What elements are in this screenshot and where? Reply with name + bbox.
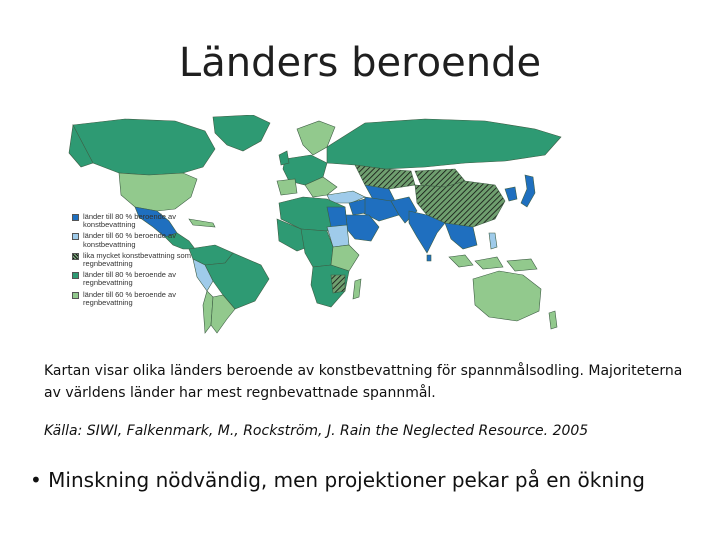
madagascar: [353, 279, 361, 299]
new-zealand: [549, 311, 557, 329]
legend-item: [72, 271, 210, 287]
legend-label: länder till 80 % beroende av regnbevattning: [83, 270, 176, 288]
legend-label: länder till 80 % beroende av konstbevattning: [83, 212, 176, 230]
legend-swatch: [72, 233, 79, 240]
canada: [73, 119, 215, 175]
australia: [473, 271, 541, 321]
source-citation: Källa: SIWI, Falkenmark, M., Rockström, J. Rain the Neglected Resource. 2005: [44, 423, 589, 439]
russia: [327, 119, 561, 169]
legend-item: [72, 232, 210, 248]
legend-swatch: [72, 253, 79, 260]
legend-label: länder till 60 % beroende av regnbevattning: [83, 289, 176, 307]
new-guinea: [507, 259, 537, 271]
zimbabwe-mozambique: [331, 275, 345, 293]
korea: [505, 187, 517, 201]
japan: [521, 175, 535, 207]
uk: [279, 151, 289, 165]
legend-item: [72, 252, 210, 268]
legend-label: länder till 60 % beroende av konstbevattning: [83, 231, 176, 249]
arabia: [345, 215, 379, 241]
iberia: [277, 179, 297, 195]
usa: [119, 173, 197, 211]
bullet-point: • Minskning nödvändig, men projektioner pekar på en ökning: [30, 468, 645, 492]
legend-swatch: [72, 292, 79, 299]
legend-swatch: [72, 272, 79, 279]
map-caption: Kartan visar olika länders beroende av konstbevattning för spannmålsodling. Majoriteterna av världens länder har mest regnbevattnade spannmål.: [44, 363, 683, 401]
indochina: [445, 223, 477, 249]
legend-item: [72, 213, 210, 229]
legend-label: lika mycket konstbevattning som regnbevattning: [83, 250, 191, 269]
indonesia-1: [449, 255, 473, 267]
legend-swatch: [72, 214, 79, 221]
philippines: [489, 233, 497, 249]
sri-lanka: [427, 255, 431, 261]
greenland: [213, 115, 270, 151]
central-africa: [301, 229, 333, 267]
indonesia-2: [475, 257, 503, 269]
map-legend: [72, 213, 210, 310]
legend-item: [72, 291, 210, 307]
slide-title: Länders beroende: [178, 40, 542, 86]
